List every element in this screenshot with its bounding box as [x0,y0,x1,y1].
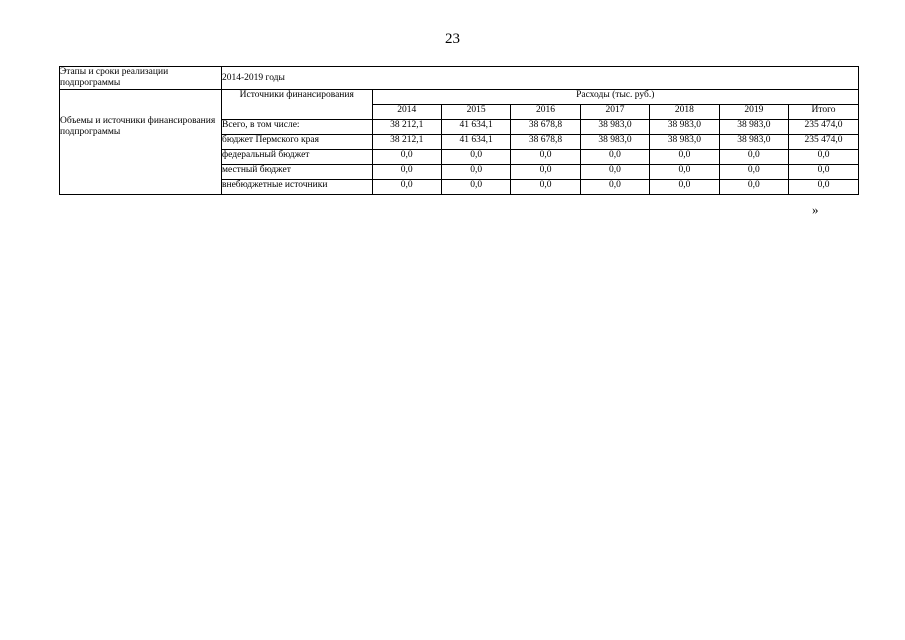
table-row [222,165,858,180]
source-label: внебюджетные источники [222,180,372,195]
value-cell: 0,0 [441,165,510,180]
table-row [222,120,858,135]
source-label: Всего, в том числе: [222,120,372,135]
source-label: местный бюджет [222,165,372,180]
expenses-header: Расходы (тыс. руб.) [372,90,858,105]
value-cell: 0,0 [511,150,580,165]
value-cell: 38 212,1 [372,120,441,135]
value-cell: 0,0 [372,165,441,180]
value-cell: 38 678,8 [511,135,580,150]
total-cell: 0,0 [789,150,858,165]
value-cell: 0,0 [580,180,649,195]
value-cell: 0,0 [719,180,788,195]
stages-label: Этапы и сроки реализации подпрограммы [60,67,222,90]
value-cell: 41 634,1 [441,135,510,150]
page-number: 23 [445,31,460,47]
table-row [222,180,858,195]
sources-header: Источники финансирования [222,90,372,120]
closing-quote: » [812,202,819,217]
value-cell: 38 983,0 [650,135,719,150]
table-row [222,135,858,150]
value-cell: 38 983,0 [719,120,788,135]
year-header: 2014 [372,105,441,120]
value-cell: 38 212,1 [372,135,441,150]
value-cell: 41 634,1 [441,120,510,135]
source-label: федеральный бюджет [222,150,372,165]
header-row-1 [222,90,858,105]
financing-table [222,90,858,194]
value-cell: 38 983,0 [650,120,719,135]
total-cell: 0,0 [789,165,858,180]
value-cell: 0,0 [511,165,580,180]
total-cell: 0,0 [789,180,858,195]
total-header: Итого [789,105,858,120]
value-cell: 0,0 [441,150,510,165]
value-cell: 38 983,0 [719,135,788,150]
total-cell: 235 474,0 [789,120,858,135]
value-cell: 0,0 [511,180,580,195]
year-header: 2016 [511,105,580,120]
value-cell: 0,0 [372,150,441,165]
value-cell: 0,0 [372,180,441,195]
value-cell: 38 983,0 [580,120,649,135]
value-cell: 0,0 [650,180,719,195]
year-header: 2019 [719,105,788,120]
year-header: 2015 [441,105,510,120]
value-cell: 0,0 [719,150,788,165]
value-cell: 0,0 [650,150,719,165]
value-cell: 38 678,8 [511,120,580,135]
source-label: бюджет Пермского края [222,135,372,150]
value-cell: 0,0 [441,180,510,195]
value-cell: 0,0 [719,165,788,180]
value-cell: 0,0 [650,165,719,180]
year-header: 2018 [650,105,719,120]
value-cell: 0,0 [580,150,649,165]
financing-row [60,90,859,195]
value-cell: 0,0 [580,165,649,180]
total-cell: 235 474,0 [789,135,858,150]
stages-row [60,67,859,90]
value-cell: 38 983,0 [580,135,649,150]
year-header: 2017 [580,105,649,120]
stages-value: 2014-2019 годы [222,67,859,90]
financing-label: Объемы и источники финансирования подпрограммы [60,90,222,195]
financing-table-cell [222,90,859,195]
subprogram-passport-table [59,66,859,195]
table-row [222,150,858,165]
